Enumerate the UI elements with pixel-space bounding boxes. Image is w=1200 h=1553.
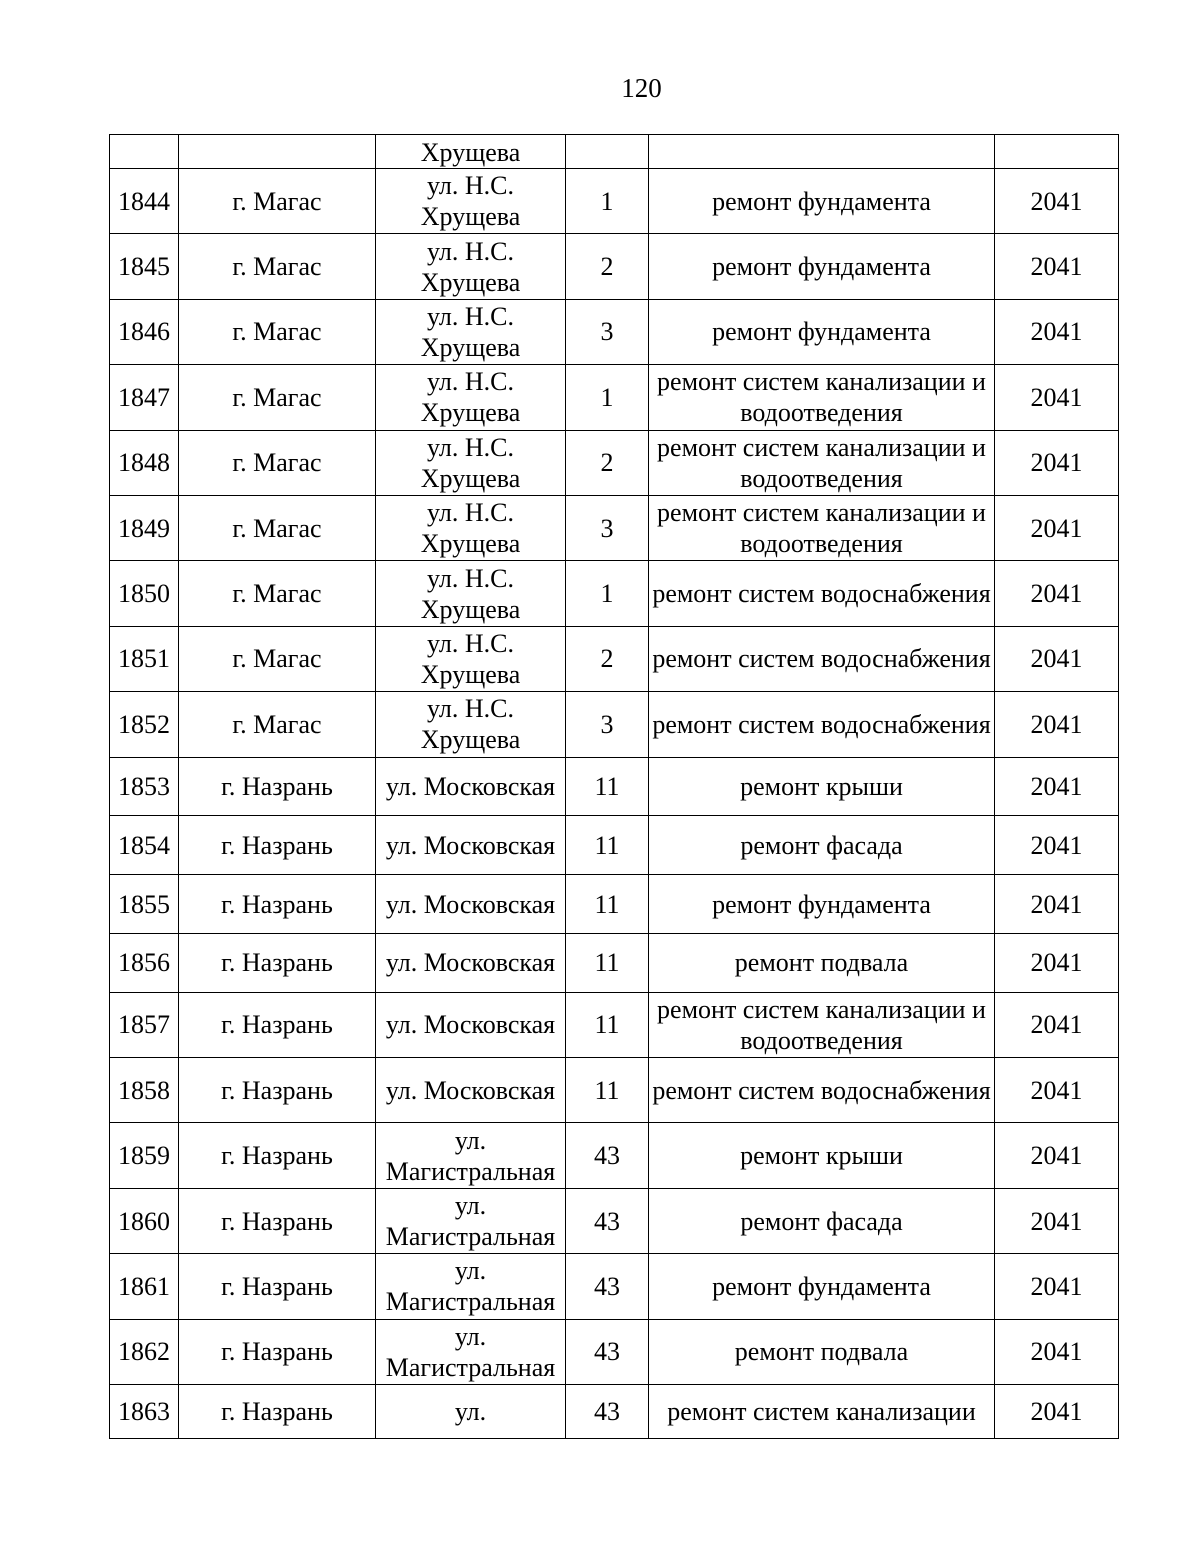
cell-street: ул. Московская [376,992,566,1057]
cell-number: 1854 [110,816,179,875]
cell-city: г. Назрань [179,1188,376,1253]
table-row [110,692,1119,757]
cell-city: г. Назрань [179,1254,376,1319]
cell-street: ул. Московская [376,875,566,934]
cell-city: г. Назрань [179,992,376,1057]
cell-house: 3 [566,299,649,364]
cell-number: 1853 [110,757,179,816]
cell-work-type: ремонт фасада [649,816,995,875]
table-row [110,365,1119,430]
cell-street: ул. Магистральная [376,1254,566,1319]
cell-number: 1862 [110,1319,179,1384]
cell-work-type: ремонт фундамента [649,234,995,299]
cell-work-type [649,135,995,169]
cell-work-type: ремонт крыши [649,1123,995,1188]
cell-street: ул. Н.С. Хрущева [376,234,566,299]
cell-house: 11 [566,1058,649,1123]
cell-year [995,135,1119,169]
cell-street: ул. [376,1385,566,1439]
cell-year: 2041 [995,365,1119,430]
cell-year: 2041 [995,1385,1119,1439]
cell-work-type: ремонт систем канализации и водоотведения [649,430,995,495]
cell-city: г. Магас [179,169,376,234]
cell-street: ул. Московская [376,757,566,816]
cell-house: 11 [566,992,649,1057]
cell-house: 43 [566,1385,649,1439]
cell-city: г. Назрань [179,875,376,934]
cell-work-type: ремонт фундамента [649,169,995,234]
table-row [110,1058,1119,1123]
cell-work-type: ремонт фасада [649,1188,995,1253]
cell-number: 1861 [110,1254,179,1319]
cell-city: г. Магас [179,430,376,495]
cell-street: ул. Московская [376,816,566,875]
cell-year: 2041 [995,561,1119,626]
cell-city: г. Назрань [179,933,376,992]
table-row [110,1123,1119,1188]
cell-house: 11 [566,757,649,816]
cell-work-type: ремонт систем канализации и водоотведения [649,365,995,430]
cell-city: г. Магас [179,692,376,757]
cell-work-type: ремонт систем канализации и водоотведения [649,495,995,560]
cell-work-type: ремонт систем водоснабжения [649,692,995,757]
cell-street: ул. Московская [376,1058,566,1123]
cell-number: 1847 [110,365,179,430]
cell-city: г. Магас [179,495,376,560]
cell-house: 11 [566,875,649,934]
cell-street: ул. Магистральная [376,1319,566,1384]
cell-number: 1845 [110,234,179,299]
cell-street: ул. Н.С. Хрущева [376,365,566,430]
cell-year: 2041 [995,1058,1119,1123]
cell-year: 2041 [995,875,1119,934]
table-row [110,299,1119,364]
cell-street: ул. Н.С. Хрущева [376,692,566,757]
cell-city: г. Магас [179,365,376,430]
table-row [110,1385,1119,1439]
table-row [110,757,1119,816]
cell-year: 2041 [995,495,1119,560]
cell-city: г. Назрань [179,757,376,816]
cell-year: 2041 [995,933,1119,992]
cell-work-type: ремонт систем канализации [649,1385,995,1439]
cell-number: 1857 [110,992,179,1057]
cell-work-type: ремонт подвала [649,1319,995,1384]
cell-city: г. Магас [179,299,376,364]
cell-house: 3 [566,692,649,757]
table-row [110,933,1119,992]
cell-number [110,135,179,169]
table-row [110,1319,1119,1384]
cell-number: 1855 [110,875,179,934]
cell-city [179,135,376,169]
cell-number: 1859 [110,1123,179,1188]
cell-year: 2041 [995,816,1119,875]
cell-number: 1858 [110,1058,179,1123]
table-row [110,495,1119,560]
page-number: 120 [621,73,662,103]
cell-city: г. Назрань [179,1319,376,1384]
cell-number: 1852 [110,692,179,757]
table-row [110,992,1119,1057]
cell-house: 43 [566,1188,649,1253]
cell-year: 2041 [995,1188,1119,1253]
cell-work-type: ремонт фундамента [649,875,995,934]
cell-year: 2041 [995,430,1119,495]
cell-house: 2 [566,626,649,691]
cell-house: 1 [566,365,649,430]
cell-number: 1848 [110,430,179,495]
cell-number: 1851 [110,626,179,691]
cell-work-type: ремонт систем водоснабжения [649,561,995,626]
cell-house: 3 [566,495,649,560]
cell-city: г. Назрань [179,1123,376,1188]
table-row [110,234,1119,299]
cell-house: 43 [566,1319,649,1384]
table-row [110,626,1119,691]
cell-city: г. Назрань [179,1385,376,1439]
cell-house: 11 [566,933,649,992]
cell-number: 1850 [110,561,179,626]
cell-year: 2041 [995,169,1119,234]
cell-street: ул. Московская [376,933,566,992]
cell-city: г. Магас [179,561,376,626]
cell-street: ул. Магистральная [376,1123,566,1188]
cell-house: 2 [566,430,649,495]
cell-street: ул. Н.С. Хрущева [376,169,566,234]
cell-street: Хрущева [376,135,566,169]
table-row [110,1188,1119,1253]
cell-house: 2 [566,234,649,299]
cell-city: г. Магас [179,234,376,299]
table-row [110,561,1119,626]
cell-street: ул. Н.С. Хрущева [376,495,566,560]
cell-work-type: ремонт систем водоснабжения [649,1058,995,1123]
cell-house: 1 [566,169,649,234]
cell-house [566,135,649,169]
cell-city: г. Назрань [179,1058,376,1123]
cell-year: 2041 [995,1254,1119,1319]
cell-work-type: ремонт систем водоснабжения [649,626,995,691]
cell-work-type: ремонт крыши [649,757,995,816]
cell-work-type: ремонт подвала [649,933,995,992]
cell-year: 2041 [995,299,1119,364]
cell-street: ул. Н.С. Хрущева [376,626,566,691]
cell-work-type: ремонт фундамента [649,1254,995,1319]
cell-number: 1863 [110,1385,179,1439]
cell-house: 11 [566,816,649,875]
cell-year: 2041 [995,626,1119,691]
cell-house: 1 [566,561,649,626]
cell-street: ул. Н.С. Хрущева [376,299,566,364]
cell-city: г. Магас [179,626,376,691]
table-row [110,875,1119,934]
cell-year: 2041 [995,1123,1119,1188]
cell-house: 43 [566,1123,649,1188]
cell-number: 1856 [110,933,179,992]
cell-year: 2041 [995,992,1119,1057]
cell-work-type: ремонт фундамента [649,299,995,364]
cell-street: ул. Н.С. Хрущева [376,561,566,626]
table-row [110,1254,1119,1319]
cell-street: ул. Магистральная [376,1188,566,1253]
cell-city: г. Назрань [179,816,376,875]
cell-street: ул. Н.С. Хрущева [376,430,566,495]
table-row [110,169,1119,234]
cell-house: 43 [566,1254,649,1319]
cell-year: 2041 [995,757,1119,816]
cell-year: 2041 [995,234,1119,299]
table-row-continuation [110,135,1119,169]
table-row [110,430,1119,495]
cell-number: 1844 [110,169,179,234]
cell-number: 1860 [110,1188,179,1253]
cell-year: 2041 [995,692,1119,757]
cell-number: 1846 [110,299,179,364]
repair-schedule-table [109,134,1119,1439]
table-row [110,816,1119,875]
cell-number: 1849 [110,495,179,560]
cell-work-type: ремонт систем канализации и водоотведения [649,992,995,1057]
cell-year: 2041 [995,1319,1119,1384]
